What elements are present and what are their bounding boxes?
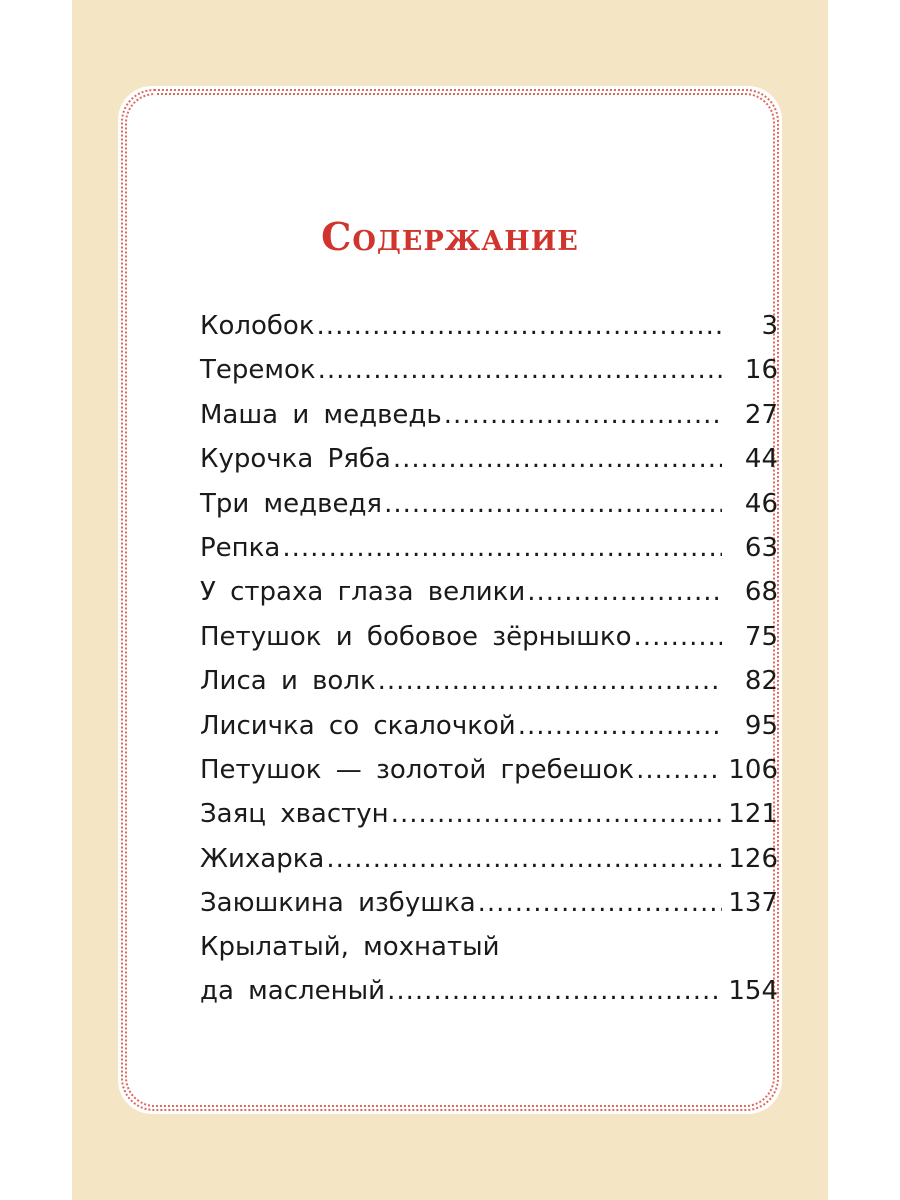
- dot-leader: [318, 348, 722, 392]
- toc-entry-page: 75: [744, 621, 778, 652]
- toc-entry-title: Жихарка: [200, 843, 325, 874]
- toc-entry-page: 27: [744, 399, 778, 430]
- toc-entry-title: Маша и медведь: [200, 399, 442, 430]
- toc-entry: [200, 792, 788, 836]
- toc-entry: [200, 393, 788, 437]
- dot-leader: [384, 482, 722, 526]
- dot-leader: [636, 748, 722, 792]
- toc-entry: [200, 570, 788, 614]
- toc-entry-title: Заюшкина избушка: [200, 888, 476, 919]
- toc-entry-title: Лиса и волк: [200, 666, 376, 697]
- toc-entry-title: У страха глаза велики: [200, 577, 526, 608]
- toc-entry: [200, 704, 788, 748]
- toc-entry-title: Лисичка со скалочкой: [200, 710, 516, 741]
- toc-entry: [200, 615, 788, 659]
- toc-entry: [200, 348, 788, 392]
- toc-entry-page: 44: [744, 444, 778, 475]
- dot-leader: [317, 304, 722, 348]
- toc-entry-page: 106: [728, 754, 778, 785]
- dot-leader: [391, 792, 722, 836]
- toc-entry: [200, 925, 788, 1013]
- toc-entry-title: Заяц хвастун: [200, 799, 389, 830]
- toc-entry: [200, 881, 788, 925]
- toc-entry: [200, 437, 788, 481]
- toc-entry: [200, 304, 788, 348]
- toc-entry-title: Петушок — золотой гребешок: [200, 754, 635, 785]
- page-title: Содержание: [321, 214, 579, 259]
- toc-entry-page: 46: [744, 488, 778, 519]
- toc-entry-title-line2: да масленый: [200, 976, 386, 1007]
- dot-leader: [326, 837, 722, 881]
- dot-leader: [634, 615, 722, 659]
- book-page: [72, 0, 828, 1200]
- toc-entry-line2: [200, 969, 788, 1013]
- dot-leader: [387, 969, 722, 1013]
- toc-entry: [200, 482, 788, 526]
- dot-leader: [527, 570, 722, 614]
- toc-entry-page: 82: [744, 666, 778, 697]
- toc-entry-title-line1: Крылатый, мохнатый: [200, 932, 500, 963]
- dot-leader: [444, 393, 722, 437]
- toc-entry-title: Колобок: [200, 311, 315, 341]
- toc-entry-title: Курочка Ряба: [200, 444, 391, 475]
- toc-entry-page: 126: [728, 843, 778, 874]
- content-frame: [118, 86, 782, 1114]
- toc-entry: [200, 837, 788, 881]
- toc-entry: [200, 748, 788, 792]
- table-of-contents: [200, 304, 788, 1013]
- toc-entry-page: 137: [728, 888, 778, 919]
- toc-entry-title: Репка: [200, 532, 281, 563]
- toc-entry-title: Теремок: [200, 355, 316, 386]
- toc-entry-title: Петушок и бобовое зёрнышко: [200, 621, 632, 652]
- toc-entry-page: 68: [744, 577, 778, 608]
- toc-entry: [200, 526, 788, 570]
- toc-entry: [200, 659, 788, 703]
- toc-entry-page: 95: [744, 710, 778, 741]
- dot-leader: [478, 881, 722, 925]
- toc-entry-page: 63: [744, 532, 778, 563]
- dot-leader: [378, 659, 722, 703]
- toc-entry-page: 154: [728, 976, 778, 1007]
- toc-entry-page: 3: [761, 311, 778, 341]
- dot-leader: [518, 704, 722, 748]
- dot-leader: [282, 526, 722, 570]
- dot-leader: [393, 437, 722, 481]
- toc-entry-page: 121: [728, 799, 778, 830]
- toc-entry-page: 16: [744, 355, 778, 386]
- toc-entry-title: Три медведя: [200, 488, 383, 519]
